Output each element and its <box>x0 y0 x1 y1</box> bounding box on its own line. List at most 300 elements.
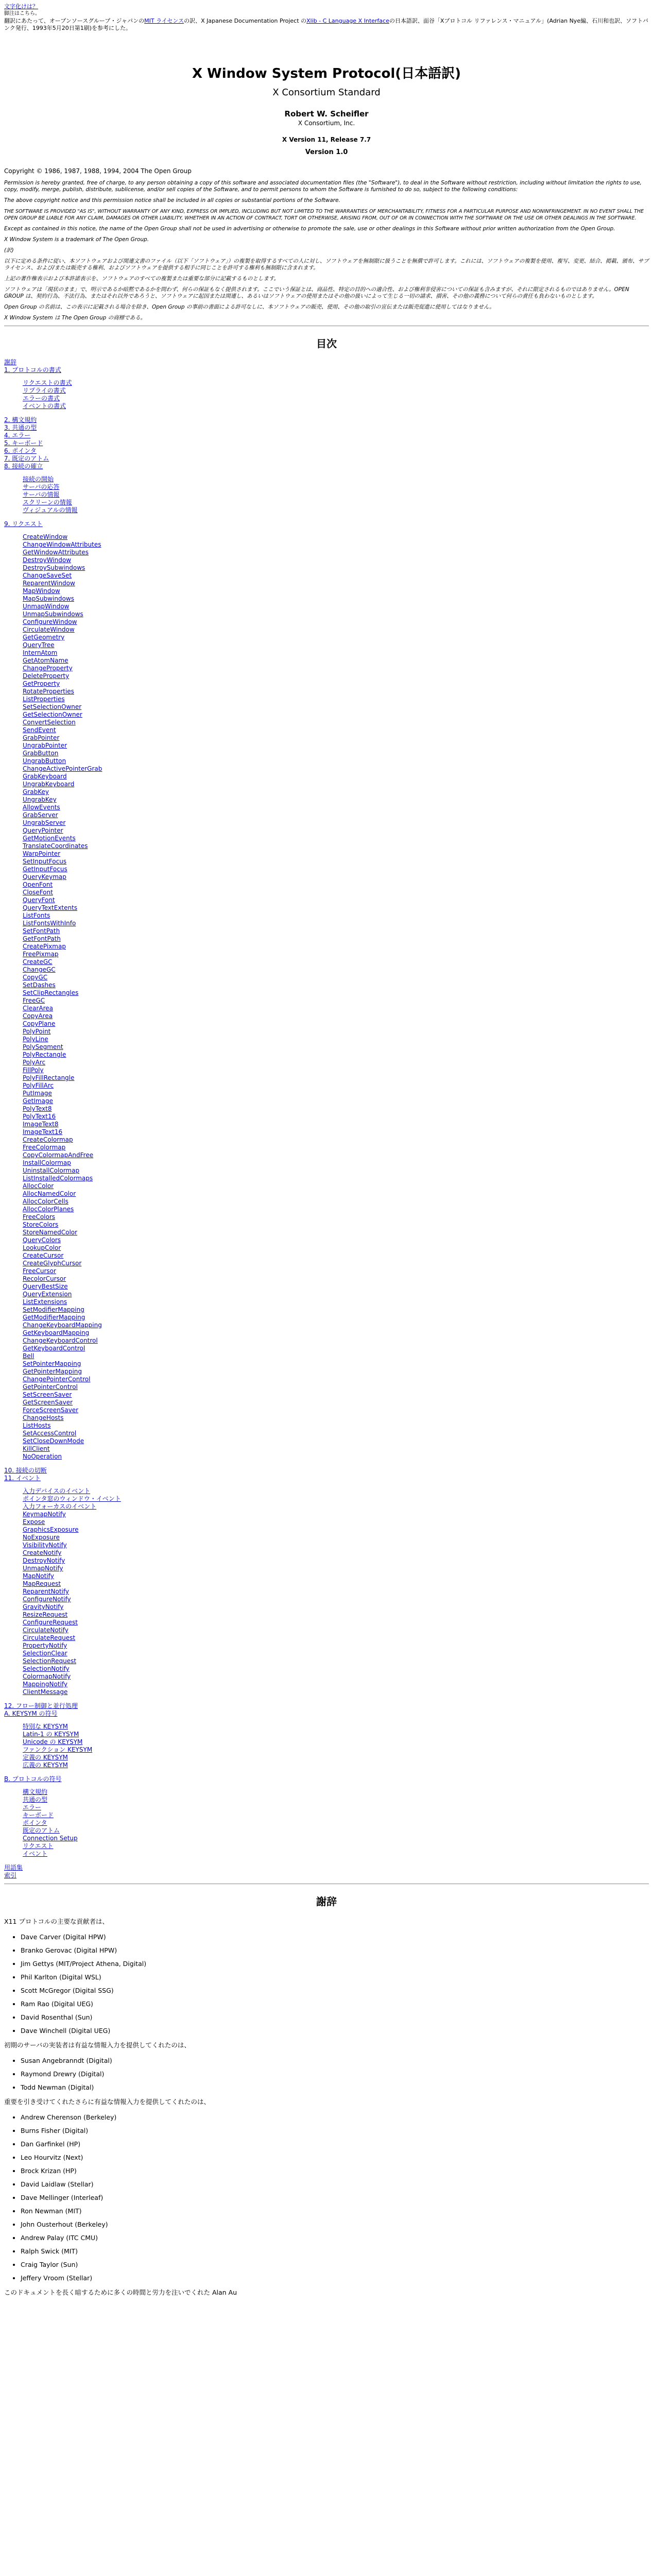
toc-link[interactable]: GetMotionEvents <box>23 835 76 842</box>
toc-link[interactable]: ListFonts <box>23 912 50 919</box>
toc-link[interactable]: DestroyWindow <box>23 556 72 564</box>
toc-link[interactable]: CirculateRequest <box>23 1634 76 1641</box>
toc-link[interactable]: QueryKeymap <box>23 873 66 880</box>
toc-link[interactable]: GrabButton <box>23 750 59 757</box>
toc-entry <box>23 1144 649 1151</box>
contributor: • Raymond Drewry (Digital) <box>21 2070 649 2078</box>
toc-link[interactable]: ListProperties <box>23 696 65 703</box>
toc-link[interactable]: 12. フロー制御と並行処理 <box>4 1702 78 1709</box>
toc-link[interactable]: GetWindowAttributes <box>23 549 89 556</box>
toc-link[interactable]: ListInstalledColormaps <box>23 1175 93 1182</box>
toc-link[interactable]: 7. 既定のアトム <box>4 455 49 462</box>
toc-link[interactable]: CreateCursor <box>23 1252 64 1259</box>
toc-link[interactable]: AllocNamedColor <box>23 1190 76 1197</box>
toc-link[interactable]: AllocColorCells <box>23 1198 68 1205</box>
toc-entry <box>23 757 649 765</box>
toc-link[interactable]: エラー <box>23 1804 42 1811</box>
toc-link[interactable]: SetClipRectangles <box>23 989 79 996</box>
toc-link[interactable]: InstallColormap <box>23 1159 71 1166</box>
legal-paragraph: X Window System is a trademark of The Open Group. <box>4 236 149 243</box>
toc-entry <box>23 1580 649 1588</box>
toc-link[interactable]: PolyText16 <box>23 1113 56 1120</box>
toc-entry <box>23 1619 649 1626</box>
toc-link[interactable]: QueryFont <box>23 896 55 904</box>
toc-link[interactable]: 3. 共通の型 <box>4 424 37 431</box>
toc-link[interactable]: UnmapNotify <box>23 1565 63 1572</box>
contributor: • David Rosenthal (Sun) <box>21 2013 649 2021</box>
toc-link[interactable]: 入力デバイスのイベント <box>23 1487 91 1495</box>
toc-link[interactable]: スクリーンの情報 <box>23 499 72 506</box>
toc-link[interactable]: GetGeometry <box>23 634 65 641</box>
toc-link[interactable]: RecolorCursor <box>23 1275 66 1282</box>
toc-link[interactable]: B. プロトコルの符号 <box>4 1775 62 1783</box>
toc-link[interactable]: KeymapNotify <box>23 1511 66 1518</box>
toc-link[interactable]: ConfigureNotify <box>23 1596 71 1603</box>
toc-link[interactable]: 用語集 <box>4 1864 23 1871</box>
toc-link[interactable]: ChangeProperty <box>23 665 73 672</box>
toc-link[interactable]: ChangeHosts <box>23 1414 64 1421</box>
toc-link[interactable]: QueryColors <box>23 1236 61 1244</box>
toc-entry <box>23 827 649 835</box>
toc-link[interactable]: GetPointerControl <box>23 1383 78 1391</box>
toc-link[interactable]: GetSelectionOwner <box>23 711 82 718</box>
toc-link[interactable]: GravityNotify <box>23 1603 64 1611</box>
toc-entry <box>23 1337 649 1345</box>
toc-link[interactable]: GrabPointer <box>23 734 60 741</box>
toc-link[interactable]: CreateGC <box>23 958 53 965</box>
toc-entry <box>23 889 649 896</box>
toc-entry <box>23 1159 649 1167</box>
toc-link[interactable]: CloseFont <box>23 889 53 896</box>
toc-entry <box>23 920 649 927</box>
toc-entry <box>4 432 649 439</box>
toc-link[interactable]: エラーの書式 <box>23 395 60 402</box>
toc-link[interactable]: SelectionRequest <box>23 1657 77 1665</box>
toc-link[interactable]: 広義の KEYSYM <box>23 1761 68 1769</box>
toc-entry <box>23 1761 649 1769</box>
legal-paragraph: Open Group の名前は、この表示に記載される場合を除き、Open Group の事前の書面による許可なしに、本ソフトウェアの販売、使用、その他の取引の宣伝または販売促進に使用してはなりません。 <box>4 304 495 310</box>
toc-entry <box>23 1306 649 1314</box>
toc-link[interactable]: PutImage <box>23 1090 52 1097</box>
toc-link[interactable]: QueryBestSize <box>23 1283 68 1290</box>
toc-link[interactable]: ClearArea <box>23 1005 53 1012</box>
toc-link[interactable]: ChangeSaveSet <box>23 572 72 579</box>
toc-link[interactable]: ListExtensions <box>23 1298 67 1306</box>
legal-paragraph: 上記の著作権表示および本許諾表示を、ソフトウェアのすべての複製または重要な部分に記載するものとします。 <box>4 276 280 282</box>
toc-link[interactable]: キーボード <box>23 1811 54 1819</box>
toc-entry <box>23 1487 649 1495</box>
toc-entry <box>23 951 649 958</box>
toc-link[interactable]: ImageText16 <box>23 1128 63 1136</box>
toc-link[interactable]: A. KEYSYM の符号 <box>4 1710 58 1717</box>
toc-link[interactable]: CirculateWindow <box>23 626 75 633</box>
toc-entry <box>23 1723 649 1731</box>
toc-entry <box>23 1136 649 1144</box>
toc-link[interactable]: 5. キーボード <box>4 439 43 447</box>
toc-link[interactable]: PolyArc <box>23 1059 46 1066</box>
toc-link[interactable]: SetFontPath <box>23 927 60 935</box>
toc-link[interactable]: GetKeyboardControl <box>23 1345 85 1352</box>
toc-link[interactable]: 既定のアトム <box>23 1827 60 1834</box>
contributor: • John Ousterhout (Berkeley) <box>21 2221 649 2228</box>
toc-link[interactable]: ConvertSelection <box>23 719 76 726</box>
contributor-list <box>4 2057 649 2091</box>
toc-link[interactable]: UninstallColormap <box>23 1167 80 1174</box>
toc-entry <box>23 1020 649 1028</box>
toc-entry <box>23 796 649 804</box>
toc-entry <box>23 1190 649 1198</box>
xlib-link[interactable]: Xlib - C Language X Interface <box>306 18 389 24</box>
toc-link[interactable]: CreateColormap <box>23 1136 73 1143</box>
toc-entry <box>23 1611 649 1619</box>
toc-link[interactable]: サーバの情報 <box>23 491 60 498</box>
toc-entry <box>23 1097 649 1105</box>
toc-entry <box>23 1113 649 1121</box>
toc-link[interactable]: ChangeKeyboardControl <box>23 1337 98 1344</box>
toc-link[interactable]: リクエスト <box>23 1842 54 1850</box>
contributor: • Brock Krizan (HP) <box>21 2167 649 2175</box>
toc-link[interactable]: QueryTextExtents <box>23 904 78 911</box>
toc-link[interactable]: PolyRectangle <box>23 1051 66 1058</box>
toc-link[interactable]: GrabKeyboard <box>23 773 67 780</box>
toc-link[interactable]: FreeGC <box>23 997 45 1004</box>
toc-link[interactable]: 特別な KEYSYM <box>23 1723 68 1730</box>
toc-link[interactable]: Unicode の KEYSYM <box>23 1738 83 1745</box>
toc-entry <box>23 1360 649 1368</box>
toc-link[interactable]: FreeColormap <box>23 1144 66 1151</box>
toc-link[interactable]: CopyArea <box>23 1012 53 1020</box>
toc-link[interactable]: UngrabKey <box>23 796 57 803</box>
toc-link[interactable]: ForceScreenSaver <box>23 1406 79 1414</box>
toc-link[interactable]: GetModifierMapping <box>23 1314 85 1321</box>
toc-link[interactable]: SetModifierMapping <box>23 1306 84 1313</box>
toc-entry <box>23 1267 649 1275</box>
toc-link[interactable]: 9. リクエスト <box>4 520 43 528</box>
toc-entry <box>23 773 649 781</box>
toc-link[interactable]: StoreColors <box>23 1221 59 1228</box>
toc-link[interactable]: ListHosts <box>23 1422 51 1429</box>
toc-link[interactable]: 10. 接続の切断 <box>4 1467 47 1474</box>
legal-paragraph: X Window System は The Open Group の商標である。 <box>4 315 146 321</box>
toc-entry <box>4 424 649 432</box>
toc-entry <box>23 1229 649 1236</box>
toc-entry <box>23 1082 649 1090</box>
toc-entry <box>23 1005 649 1012</box>
toc-link[interactable]: CreatePixmap <box>23 943 66 950</box>
toc-link[interactable]: 2. 構文規約 <box>4 416 37 423</box>
toc-link[interactable]: UngrabButton <box>23 757 66 765</box>
toc-entry <box>23 912 649 920</box>
toc-link[interactable]: AllocColor <box>23 1182 54 1190</box>
toc-link[interactable]: ReparentNotify <box>23 1588 69 1595</box>
toc-link[interactable]: ChangeGC <box>23 966 56 973</box>
toc-link[interactable]: GetPointerMapping <box>23 1368 82 1375</box>
toc-link[interactable]: UngrabKeyboard <box>23 781 75 788</box>
toc-link[interactable]: MapWindow <box>23 587 60 595</box>
toc-link[interactable]: イベント <box>23 1850 48 1857</box>
contributor: • Leo Hourvitz (Next) <box>21 2154 649 2161</box>
toc-entry <box>23 1414 649 1422</box>
contributor: • Todd Newman (Digital) <box>21 2083 649 2091</box>
contributor: • Ron Newman (MIT) <box>21 2207 649 2215</box>
toc-link[interactable]: ImageText8 <box>23 1121 59 1128</box>
toc-link[interactable]: ChangeKeyboardMapping <box>23 1321 102 1329</box>
contributor: • Phil Karlton (Digital WSL) <box>21 1973 649 1981</box>
toc-entry <box>4 520 649 528</box>
toc-link[interactable]: GetImage <box>23 1097 53 1105</box>
toc-entry <box>23 881 649 889</box>
toc-link[interactable]: FreePixmap <box>23 951 59 958</box>
toc-entry <box>23 696 649 703</box>
toc-link[interactable]: 謝辞 <box>4 359 17 366</box>
toc-link[interactable]: リクエストの書式 <box>23 379 72 386</box>
toc-link[interactable]: Bell <box>23 1352 35 1360</box>
toc-link[interactable]: GetProperty <box>23 680 60 687</box>
toc-link[interactable]: MapRequest <box>23 1580 61 1587</box>
toc-link[interactable]: PolySegment <box>23 1043 63 1050</box>
author-affiliation: X Consortium, Inc. <box>298 120 355 127</box>
toc-link[interactable]: AllocColorPlanes <box>23 1206 74 1213</box>
toc-link[interactable]: ポインタ窓のウィンドウ・イベント <box>23 1495 121 1502</box>
page-subtitle: X Consortium Standard <box>272 87 381 98</box>
toc-link[interactable]: 6. ポインタ <box>4 447 37 454</box>
toc-link[interactable]: SelectionNotify <box>23 1665 70 1672</box>
toc-link[interactable]: QueryPointer <box>23 827 63 834</box>
toc-entry <box>23 1681 649 1688</box>
toc-link[interactable]: MapNotify <box>23 1572 54 1580</box>
toc-entry <box>23 1128 649 1136</box>
translation-note-prefix: 翻訳にあたって、オープンソースグループ・ジャパンの <box>4 18 145 24</box>
toc-link[interactable]: ポインタ <box>23 1819 47 1826</box>
toc-link[interactable]: PolyFillArc <box>23 1082 54 1089</box>
toc-entry <box>23 850 649 858</box>
toc-entry <box>23 1731 649 1738</box>
toc-entry <box>23 1167 649 1175</box>
toc-entry <box>23 1534 649 1541</box>
ack-closing: このドキュメントを長く暗するために多くの時間と労力を注いでくれた Alan Au <box>4 2289 237 2296</box>
toc-entry <box>23 1283 649 1291</box>
toc-link[interactable]: GetScreenSaver <box>23 1399 73 1406</box>
toc-link[interactable]: 共通の型 <box>23 1796 48 1803</box>
toc-link[interactable]: ClientMessage <box>23 1688 68 1696</box>
toc-link[interactable]: FillPoly <box>23 1066 44 1074</box>
toc-entry <box>23 981 649 989</box>
contributor: • Andrew Cherenson (Berkeley) <box>21 2113 649 2121</box>
toc-link[interactable]: ChangeActivePointerGrab <box>23 765 102 772</box>
toc-link[interactable]: StoreNamedColor <box>23 1229 78 1236</box>
toc-link[interactable]: CopyGC <box>23 974 48 981</box>
toc-link[interactable]: PolyLine <box>23 1036 48 1043</box>
toc-link[interactable]: CreateWindow <box>23 533 68 540</box>
toc-link[interactable]: FreeCursor <box>23 1267 56 1275</box>
toc-link[interactable]: SetSelectionOwner <box>23 703 82 710</box>
toc-link[interactable]: GrabKey <box>23 788 49 795</box>
toc-entry <box>23 506 649 514</box>
toc-link[interactable]: ResizeRequest <box>23 1611 68 1618</box>
toc-link[interactable]: ファンクション KEYSYM <box>23 1746 93 1753</box>
toc-link[interactable]: PolyPoint <box>23 1028 51 1035</box>
toc-entry <box>4 1775 649 1783</box>
toc-link[interactable]: CopyPlane <box>23 1020 56 1027</box>
toc-link[interactable]: ChangeWindowAttributes <box>23 541 101 548</box>
toc-link[interactable]: CopyColormapAndFree <box>23 1151 94 1159</box>
toc-entry <box>4 463 649 470</box>
toc-entry <box>23 1642 649 1650</box>
toc-link[interactable]: MappingNotify <box>23 1681 67 1688</box>
toc-link[interactable]: UnmapSubwindows <box>23 611 83 618</box>
toc-link[interactable]: 接続の開始 <box>23 476 54 483</box>
toc-link[interactable]: GetKeyboardMapping <box>23 1329 90 1336</box>
toc-entry <box>23 873 649 881</box>
toc-link[interactable]: SetDashes <box>23 981 56 989</box>
toc-link[interactable]: WarpPointer <box>23 850 61 857</box>
toc-link[interactable]: イベントの書式 <box>23 402 66 410</box>
toc-entry <box>23 1665 649 1673</box>
toc-link[interactable]: CirculateNotify <box>23 1626 68 1634</box>
toc-link[interactable]: PolyFillRectangle <box>23 1074 75 1081</box>
toc-link[interactable]: UnmapWindow <box>23 603 70 610</box>
toc-entry <box>23 842 649 850</box>
toc-entry <box>23 1541 649 1549</box>
toc-link[interactable]: UngrabPointer <box>23 742 67 749</box>
mit-license-link[interactable]: MIT ライセンス <box>144 18 184 24</box>
toc-link[interactable]: OpenFont <box>23 881 53 888</box>
toc-entry <box>23 595 649 603</box>
toc-entry <box>23 1422 649 1430</box>
toc-link[interactable]: NoExposure <box>23 1534 60 1541</box>
toc-entry <box>23 603 649 611</box>
toc-link[interactable]: Latin-1 の KEYSYM <box>23 1731 79 1738</box>
toc-heading: 目次 <box>316 337 337 350</box>
top-nav <box>4 3 649 32</box>
toc-link[interactable]: VisibilityNotify <box>23 1541 67 1549</box>
toc-link[interactable]: ColormapNotify <box>23 1673 71 1680</box>
toc-link[interactable]: CreateNotify <box>23 1549 62 1556</box>
toc-link[interactable]: PropertyNotify <box>23 1642 67 1649</box>
toc-entry <box>23 1495 649 1503</box>
toc-link[interactable]: DestroyNotify <box>23 1557 65 1564</box>
toc-link[interactable]: 索引 <box>4 1872 17 1879</box>
toc-link[interactable]: ConfigureWindow <box>23 618 77 625</box>
toc-link[interactable]: SetInputFocus <box>23 858 67 865</box>
toc-link[interactable]: 11. イベント <box>4 1475 41 1482</box>
mojibake-link[interactable]: 文字化けは？ <box>4 3 38 10</box>
toc-link[interactable]: DeleteProperty <box>23 672 70 680</box>
toc-entry <box>23 1399 649 1406</box>
toc-link[interactable]: SetPointerMapping <box>23 1360 81 1367</box>
toc-link[interactable]: ListFontsWithInfo <box>23 920 76 927</box>
toc-link[interactable]: RotateProperties <box>23 688 74 695</box>
toc-link[interactable]: 4. エラー <box>4 432 31 439</box>
toc-link[interactable]: リプライの書式 <box>23 387 66 394</box>
toc-link[interactable]: QueryExtension <box>23 1291 72 1298</box>
toc-entry <box>23 1657 649 1665</box>
toc-link[interactable]: SetScreenSaver <box>23 1391 72 1398</box>
toc-link[interactable]: ReparentWindow <box>23 580 75 587</box>
toc-entry <box>23 811 649 819</box>
toc-entry <box>23 734 649 742</box>
toc-link[interactable]: Expose <box>23 1518 45 1526</box>
toc-entry <box>23 1213 649 1221</box>
toc-link[interactable]: 定義の KEYSYM <box>23 1754 68 1761</box>
toc-entry <box>23 1518 649 1526</box>
toc-entry <box>23 1182 649 1190</box>
toc-link[interactable]: SetAccessControl <box>23 1430 77 1437</box>
toc-link[interactable]: UngrabServer <box>23 819 66 826</box>
acknowledgements <box>4 1917 649 2297</box>
author-name: Robert W. Scheifler <box>284 109 369 118</box>
toc-link[interactable]: AllowEvents <box>23 804 60 811</box>
toc-entry <box>23 688 649 696</box>
toc-entry <box>4 1702 649 1710</box>
toc-link[interactable]: GetInputFocus <box>23 866 67 873</box>
toc-entry <box>23 572 649 580</box>
toc-link[interactable]: 1. プロトコルの書式 <box>4 366 61 374</box>
toc-link[interactable]: ConfigureRequest <box>23 1619 78 1626</box>
toc-link[interactable]: CreateGlyphCursor <box>23 1260 82 1267</box>
toc-entry <box>23 788 649 796</box>
toc-link[interactable]: ヴィジュアルの情報 <box>23 506 78 514</box>
toc-link[interactable]: NoOperation <box>23 1453 62 1460</box>
toc-entry <box>23 680 649 688</box>
toc-link[interactable]: TranslateCoordinates <box>23 842 88 850</box>
toc-entry <box>23 1572 649 1580</box>
toc-link[interactable]: サーバの応答 <box>23 483 60 490</box>
ack-intro: 初期のサーバの実装者は有益な情報入力を提供してくれたのは、 <box>4 2041 191 2049</box>
toc-entry <box>4 416 649 424</box>
toc-entry <box>23 1746 649 1754</box>
release-version: X Version 11, Release 7.7 <box>282 136 371 143</box>
legal-paragraph: 以下に定める条件に従い、本ソフトウェアおよび関連文書のファイル（以下「ソフトウェア」）の複製を取得するすべての人に対し、ソフトウェアを無制限に扱うことを無償で許可します。これには、ソフトウェアの複製を使用、複写、変更、結合、掲載、頒布、サブライセンス、および/または販売する権利、およびソフトウェアを提供する相手に同じことを許可する権利も無制限に含まれます。 <box>4 258 649 271</box>
toc-link[interactable]: LookupColor <box>23 1244 61 1251</box>
toc-entry <box>23 1066 649 1074</box>
toc-entry <box>23 1688 649 1696</box>
toc-link[interactable]: 入力フォーカスのイベント <box>23 1503 97 1510</box>
toc-entry <box>23 387 649 395</box>
toc-link[interactable]: 8. 接続の確立 <box>4 463 43 470</box>
toc-entry <box>23 1511 649 1518</box>
toc-link[interactable]: GraphicsExposure <box>23 1526 79 1533</box>
document-version: Version 1.0 <box>305 148 348 156</box>
toc-link[interactable]: SendEvent <box>23 726 56 734</box>
toc-link[interactable]: 構文規約 <box>23 1788 48 1795</box>
toc-link[interactable]: InternAtom <box>23 649 58 656</box>
toc-link[interactable]: GetFontPath <box>23 935 61 942</box>
toc-link[interactable]: GetAtomName <box>23 657 68 664</box>
toc-link[interactable]: ChangePointerControl <box>23 1376 91 1383</box>
toc-entry <box>23 1345 649 1352</box>
toc-link[interactable]: DestroySubwindows <box>23 564 85 571</box>
toc-link[interactable]: QueryTree <box>23 641 55 649</box>
toc-entry <box>23 966 649 974</box>
legal-paragraph: (訳) <box>4 247 14 253</box>
toc-link[interactable]: SelectionClear <box>23 1650 67 1657</box>
toc-entry <box>23 1043 649 1051</box>
toc-link[interactable]: PolyText8 <box>23 1105 52 1112</box>
toc-entry <box>23 765 649 773</box>
contributor: • Jeffery Vroom (Stellar) <box>21 2274 649 2282</box>
toc-entry <box>4 1475 649 1482</box>
toc-entry <box>23 819 649 827</box>
toc-link[interactable]: GrabServer <box>23 811 58 819</box>
toc-link[interactable]: KillClient <box>23 1445 50 1452</box>
toc-link[interactable]: MapSubwindows <box>23 595 74 602</box>
toc-link[interactable]: Connection Setup <box>23 1835 78 1842</box>
toc-entry <box>23 1738 649 1746</box>
toc-link[interactable]: SetCloseDownMode <box>23 1437 84 1445</box>
toc-link[interactable]: FreeColors <box>23 1213 56 1221</box>
toc-entry <box>4 1467 649 1475</box>
